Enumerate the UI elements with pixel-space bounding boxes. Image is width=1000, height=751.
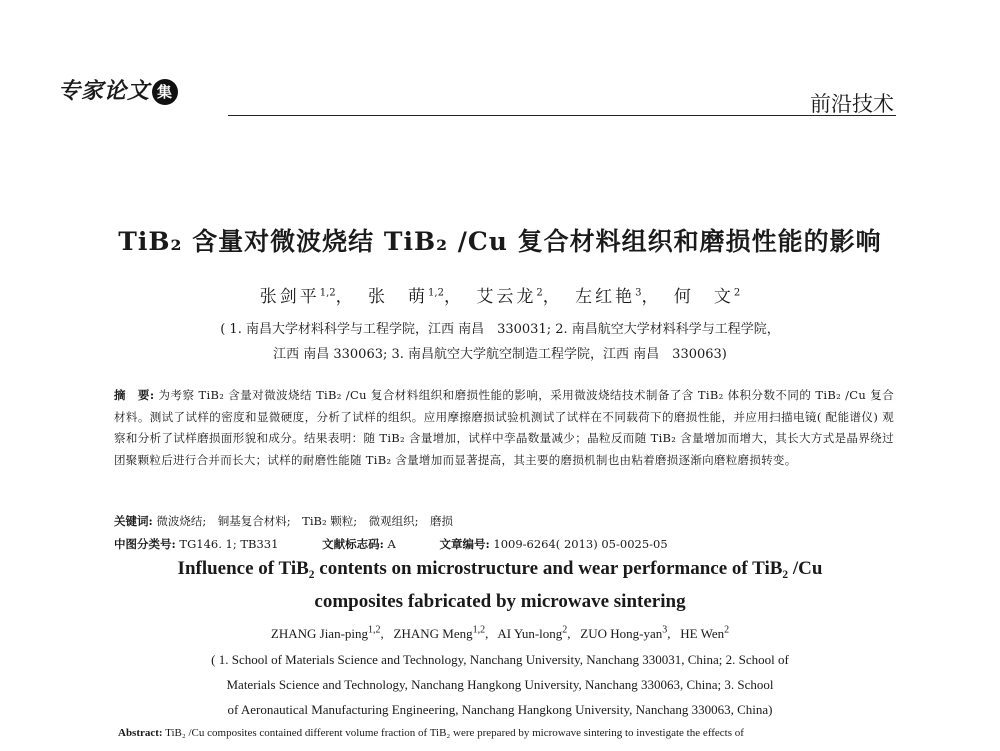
- abstract-en: [118, 727, 908, 739]
- author-cn: 何 文$^2$: [673, 287, 741, 307]
- column-label-text: 专家论文: [58, 78, 151, 104]
- affiliation-en-line: ( 1. School of Materials Science and Technology, Nanchang University, Nanchang 330031, China; 2. School of: [211, 652, 789, 667]
- author-cn: 张剑平$^{1,2}$，: [259, 287, 356, 307]
- column-seal-icon: 集: [152, 79, 178, 105]
- doc-code-label: 文献标志码:: [322, 537, 384, 551]
- author-en: AI Yun-long$^2$,: [497, 625, 578, 642]
- affiliation-cn-line: 江西 南昌 330063; 3. 南昌航空大学航空制造工程学院，江西 南昌 330063): [273, 347, 727, 362]
- author-cn: 张 萌$^{1,2}$，: [368, 287, 464, 307]
- authors-en: [0, 625, 1000, 642]
- abstract-en-label: Abstract:: [118, 727, 163, 739]
- article-no-value: 1009-6264( 2013) 05-0025-05: [493, 537, 668, 551]
- author-en: HE Wen$^2$: [680, 625, 730, 642]
- article-no-label: 文章编号:: [439, 537, 490, 551]
- paper-title-cn: TiB₂ 含量对微波烧结 TiB₂ /Cu 复合材料组织和磨损性能的影响: [118, 227, 882, 256]
- paper-title-en-line: Influence of TiB₂ contents on microstructure and wear performance of TiB₂ /Cu: [177, 558, 823, 579]
- author-en: ZHANG Meng$^{1,2}$,: [393, 625, 495, 642]
- authors-cn: [0, 282, 1000, 307]
- affiliation-cn-line: ( 1. 南昌大学材料科学与工程学院，江西 南昌 330031; 2. 南昌航空大学材料科学与工程学院，: [220, 322, 780, 337]
- header-rule: [228, 115, 896, 116]
- affiliation-en-line: Materials Science and Technology, Nanchang Hangkong University, Nanchang 330063, China; 3. School: [226, 677, 774, 692]
- author-cn: 艾云龙$^2$，: [476, 287, 563, 307]
- abstract-cn-text: 为考察 TiB₂ 含量对微波烧结 TiB₂ /Cu 复合材料组织和磨损性能的影响，采用微波烧结技术制备了含 TiB₂ 体积分数不同的 TiB₂ /Cu 复合材料。测试了试样的密度和显微硬度，分析了试样的组织。应用摩擦磨损试验机测试了试样在不同载荷下的磨损性能，并应用扫描电镜( 配能谱仪) 观察和分析了试样磨损面形貌和成分。结果表明：随 TiB₂ 含量增加，试样中孪晶数量减少；晶粒反而随 TiB₂ 含量增加而增大，其长大方式是晶界绕过团聚颗粒后进行合并而长大；试样的耐磨性能随 TiB₂ 含量增加而显著提高，其主要的磨损机制也由粘着磨损逐渐向磨粒磨损转变。: [114, 388, 894, 467]
- keywords-text: 微波烧结; 铜基复合材料; TiB₂ 颗粒; 微观组织; 磨损: [156, 514, 453, 528]
- doc-code-value: A: [387, 537, 396, 551]
- author-cn: 左红艳$^3$，: [575, 287, 662, 307]
- clc-label: 中图分类号:: [114, 537, 176, 551]
- keywords-label: 关键词:: [114, 514, 153, 528]
- abstract-cn: [114, 385, 894, 471]
- author-en: ZUO Hong-yan$^3$,: [580, 625, 677, 642]
- author-en: ZHANG Jian-ping$^{1,2}$,: [270, 625, 391, 642]
- paper-title-en-line: composites fabricated by microwave sintering: [314, 591, 686, 612]
- abstract-en-text: TiB₂ /Cu composites contained different volume fraction of TiB₂ were prepared by microwave sintering to investigate the effects of: [165, 727, 744, 739]
- abstract-cn-label: 摘 要:: [114, 388, 155, 402]
- section-label: 前沿技术: [810, 92, 894, 116]
- journal-column-label: [58, 74, 178, 105]
- keywords-cn: [114, 511, 894, 533]
- clc-value: TG146. 1; TB331: [179, 537, 279, 551]
- affiliation-en-line: of Aeronautical Manufacturing Engineering, Nanchang Hangkong University, Nanchang 330063, China): [227, 702, 773, 717]
- classification-line: [114, 534, 894, 556]
